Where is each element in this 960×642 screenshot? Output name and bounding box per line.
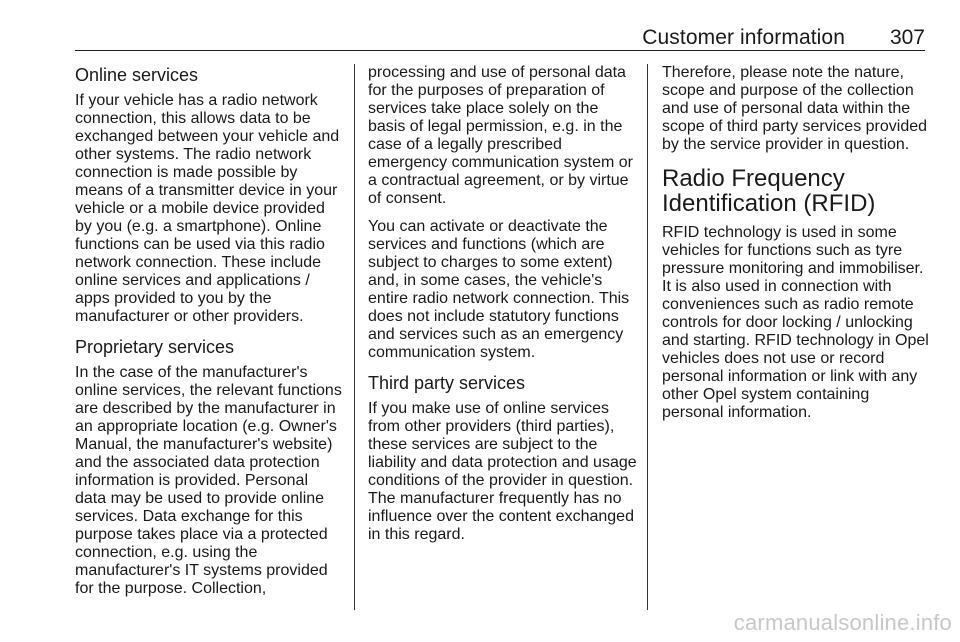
third-party-services-heading: Third party services [368,373,526,393]
third-party-services-paragraph: If you make use of online services from other providers (third parties), these services are subject to the liability and data protection and usage conditions of the provider in question. The manufacturer frequently has no influence over the content exchanged in this regard. [368,400,637,543]
section-title: Customer information [642,26,845,49]
proprietary-services-paragraph: In the case of the manufacturer's online services, the relevant functions are described by the manufacturer in an appropriate location (e.g. Owner's Manual, the manufacturer's website) and the associated data protection information is provided. Personal data may be used to provide online services. Data exchange for this purpose takes place via a protected connection, e.g. using the manufacturer's IT systems provided for the purpose. Collection, [75,364,342,597]
column-left [75,64,345,608]
proprietary-services-heading: Proprietary services [75,337,235,357]
rfid-heading: Radio Frequency Identification (RFID) [662,165,876,217]
online-services-paragraph: If your vehicle has a radio network connection, this allows data to be exchanged between your vehicle and other systems. The radio network connection is made possible by means of a transmitter device in your vehicle or a mobile device provided by you (e.g. a smartphone). Online functions can be used via this radio network connection. These include online services and applications / apps provided to you by the manufacturer or other providers. [75,92,340,325]
page-number: 307 [889,26,925,49]
column-divider [647,64,648,610]
watermark: carmanualsonline.info [733,610,952,635]
page-header [75,24,925,51]
column-right [662,64,932,432]
column-middle [368,64,638,554]
activate-services-paragraph: You can activate or deactivate the services and functions (which are subject to charges to some extent) and, in some cases, the vehicle's entire radio network connection. This does not include statutory functions and services such as an emergency communication system. [368,218,630,361]
rfid-paragraph: RFID technology is used in some vehicles for functions such as tyre pressure monitoring and immobiliser. It is also used in connection with conveniences such as radio remote controls for door locking / unlocking and starting. RFID technology in Opel vehicles does not use or record personal information or link with any other Opel system containing personal information. [662,224,929,421]
third-party-note-paragraph: Therefore, please note the nature, scope and purpose of the collection and use of personal data within the scope of third party services provided by the service provider in question. [662,64,928,153]
column-divider [354,64,355,610]
data-processing-paragraph: processing and use of personal data for the purposes of preparation of services take place solely on the basis of legal permission, e.g. in the case of a legally prescribed emergency communication system or a contractual agreement, or by virtue of consent. [368,64,633,207]
online-services-heading: Online services [75,65,199,85]
